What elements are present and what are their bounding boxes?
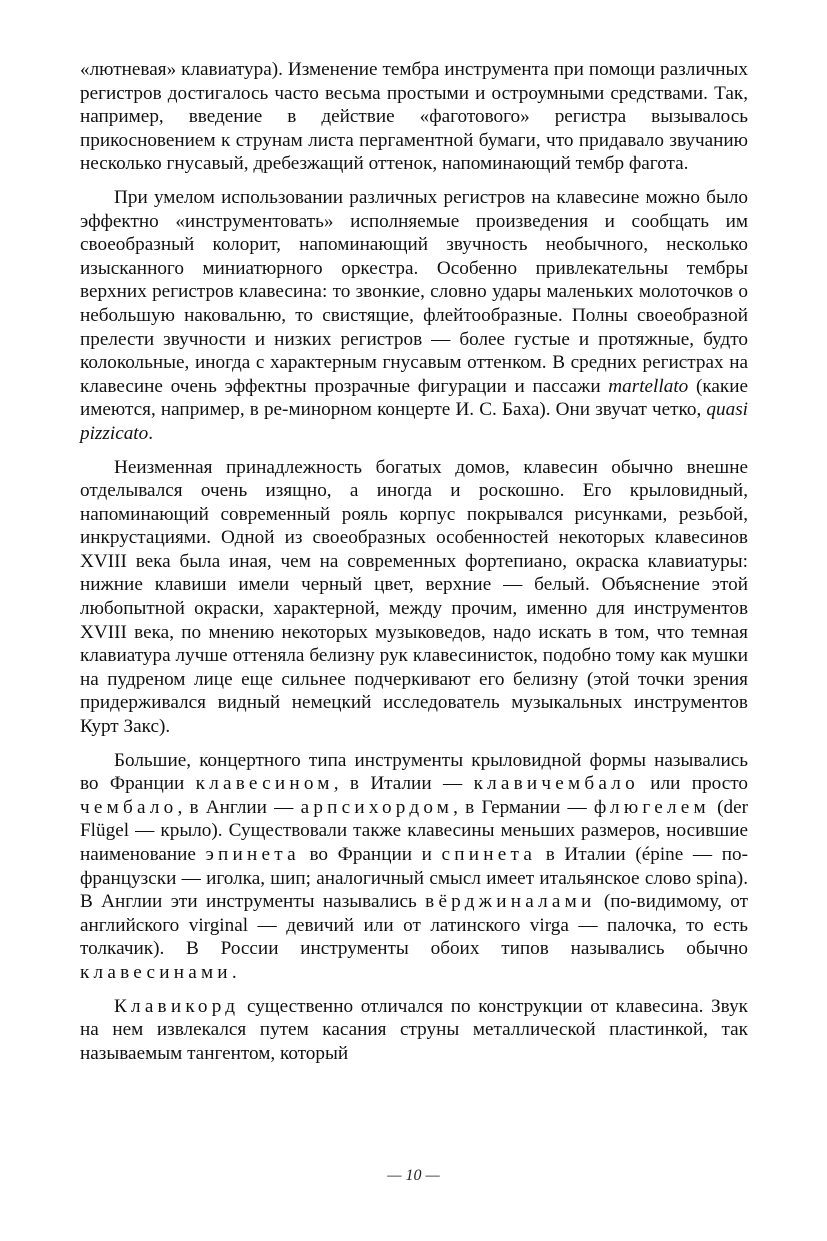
paragraph-4-text-i: (по-видимому, от английского virginal — девичий или от латинского virga — палочка, то есть толкачик). В России инструменты обоих типов назывались обычно — [80, 891, 748, 960]
paragraph-4-text-e: , в Германии — — [453, 796, 594, 818]
martellato-term: martellato — [608, 375, 689, 397]
paragraph-4-text-h: в Италии (épine — по-французски — иголка, шип; аналогичный смысл имеет итальянское слово spina). В Англии эти инструменты назывались — [80, 844, 748, 913]
quasi-pizzicato-term: quasi pizzicato — [80, 399, 748, 444]
paragraph-4-text-c: или просто — [638, 773, 748, 795]
term-flyugel: флюгелем — [593, 796, 710, 818]
paragraph-2-text-c: . — [148, 422, 154, 444]
term-klavesin: клавесином — [195, 773, 334, 795]
term-epinet: эпинета — [205, 844, 300, 865]
term-chembalo: чембало — [80, 796, 178, 818]
paragraph-4-text-g: во Франции и — [299, 844, 442, 865]
term-verdzhinal: вёрджиналами — [425, 891, 596, 913]
term-klavesiny: клавесинами — [80, 961, 232, 983]
paragraph-1-text: «лютневая» клавиатура). Изменение тембра инструмента при помощи различных регистров достигалось часто весьма простыми и остроумными средствами. Так, например, введение в действие «фаготового» регистра вызывалось прикосновением к струнам листа пергаментной бумаги, что придавало звучанию несколько гнусавый, дребезжащий оттенок, напоминающий тембр фагота. — [80, 59, 748, 175]
paragraph-3-text: Неизменная принадлежность богатых домов, клавесин обычно внешне отделывался очень изящно, а иногда и роскошно. Его крыловидный, напоминающий современный рояль корпус покрывался рисунками, резьбой, инкрустациями. Одной из своеобразных особенностей некоторых клавесинов XVIII века была иная, чем на современных фортепиано, окраска клавиатуры: нижние клавиши имели черный цвет, верхние — белый. Объяснение этой любопытной окраски, характерной, между прочим, именно для инструментов XVIII века, по мнению некоторых музыковедов, надо искать в том, что темная клавиатура лучше оттеняла белизну рук клавесинисток, подобно тому как мушки на пудреном лице еще сильнее подчеркивают его белизну (этой точки зрения придерживался видный немецкий исследователь музыкальных инструментов Курт Закс). — [80, 456, 748, 738]
paragraph-4-text-j: . — [231, 961, 237, 983]
page-text-column — [80, 58, 748, 1075]
paragraph-5-text-a: существенно отличался по конструкции от клавесина. Звук на нем извлекался путем касания струны металлической пластинкой, так называемым тангентом, который — [80, 995, 748, 1064]
paragraph-4-text-f: (der Flügel — крыло). Существовали также клавесины меньших размеров, носившие наименование — [80, 796, 749, 865]
term-spinet: спинета — [441, 844, 537, 865]
paragraph-1 — [80, 58, 748, 176]
paragraph-4 — [80, 749, 748, 985]
term-klavichembalo: клавичембало — [473, 773, 639, 795]
paragraph-5 — [80, 995, 748, 1066]
page-number: — 10 — — [387, 1167, 440, 1184]
paragraph-2-text-b: (какие имеются, например, в ре-минорном концерте И. С. Баха). Они звучат четко, — [80, 375, 748, 421]
term-klavikord: Клавикорд — [114, 995, 240, 1017]
paragraph-4-text-d: , в Англии — — [177, 796, 301, 818]
paragraph-4-text-a: Большие, концертного типа инструменты крыловидной формы назывались во Франции — [80, 749, 748, 795]
paragraph-2 — [80, 186, 748, 446]
paragraph-3 — [80, 456, 748, 739]
paragraph-2-text-a: При умелом использовании различных регистров на клавесине можно было эффектно «инструментовать» исполняемые произведения и сообщать им своеобразный колорит, напоминающий звучность необычного, несколько изысканного миниатюрного оркестра. Особенно привлекательны тембры верхних регистров клавесина: то звонкие, словно удары маленьких молоточков о небольшую наковальню, то свистящие, флейтообразные. Полны своеобразной прелести звучности и низких регистров — более густые и протяжные, будто колокольные, иногда с характерным гнусавым оттенком. В средних регистрах на клавесине очень эффектны прозрачные фигурации и пассажи — [80, 186, 748, 397]
term-arpsikhord: арпсихордом — [300, 796, 454, 818]
paragraph-4-text-b: , в Италии — — [333, 773, 474, 795]
